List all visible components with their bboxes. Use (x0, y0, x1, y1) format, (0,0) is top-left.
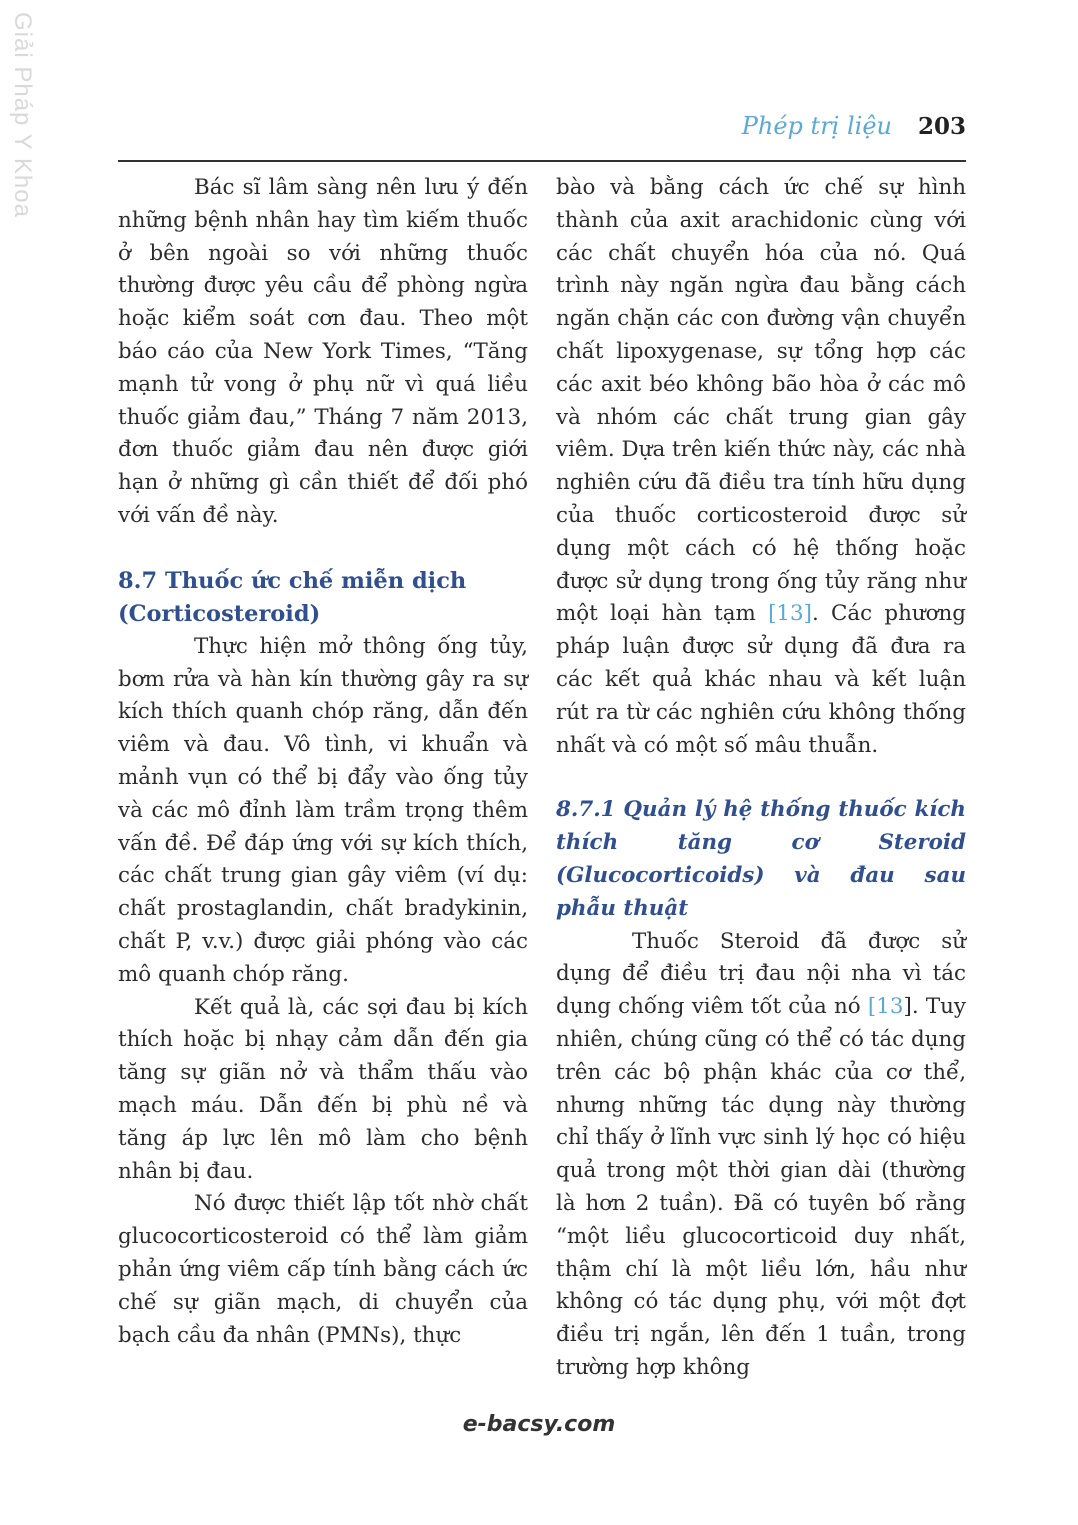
citation-link[interactable]: [13] (768, 601, 812, 627)
paragraph: Kết quả là, các sợi đau bị kích thích hoặc bị nhạy cảm dẫn đến gia tăng sự giãn nở và thẩm thấu vào mạch máu. Dẫn đến bị phù nề và tăng áp lực lên mô làm cho bệnh nhân bị đau. (118, 994, 528, 1184)
page-header (118, 112, 966, 152)
subsection-heading: 8.7.1 Quản lý hệ thống thuốc kích thích tăng cơ Steroid (Glucocorticoids) và đau sau phẫu thuật (556, 797, 966, 921)
footer-site: e-bacsy.com (462, 1412, 616, 1437)
text-run: bào và bằng cách ức chế sự hình thành của axit arachidonic cùng với các chất chuyển hóa của nó. Quá trình này ngăn ngừa đau bằng cách ngăn chặn các con đường vận chuyển chất lipoxygenase, sự tổng hợp các các axit béo không bão hòa ở các mô và nhóm các chất trung gian gây viêm. Dựa trên kiến thức này, các nhà nghiên cứu đã điều tra tính hữu dụng của thuốc corticosteroid được sử dụng một cách có hệ thống hoặc được sử dụng trong ống tủy răng như một loại hàn tạm (556, 175, 966, 627)
paragraph: Thực hiện mở thông ống tủy, bơm rửa và hàn kín thường gây ra sự kích thích quanh chóp răng, dẫn đến viêm và đau. Vô tình, vi khuẩn và mảnh vụn có thể bị đẩy vào ống tủy và các mô đỉnh làm trầm trọng thêm vấn đề. Để đáp ứng với sự kích thích, các chất trung gian gây viêm (ví dụ: chất prostaglandin, chất bradykinin, chất P, v.v.) được giải phóng vào các mô quanh chóp răng. (118, 633, 528, 987)
right-column (556, 172, 966, 1385)
header-rule (118, 160, 966, 162)
paragraph (556, 172, 966, 762)
chapter-title: Phép trị liệu (741, 112, 892, 140)
left-column (118, 172, 528, 1352)
text-run: ]. Tuy nhiên, chúng cũng có thể có tác dụng trên các bộ phận khác của cơ thể, nhưng những tác dụng này thường chỉ thấy ở lĩnh vực sinh lý học có hiệu quả trong một thời gian dài (thường là hơn 2 tuần). Đã có tuyên bố rằng “một liều glucocorticoid duy nhất, thậm chí là một liều lớn, hầu như không có tác dụng phụ, với một đợt điều trị ngắn, lên đến 1 tuần, trong trường hợp không (556, 994, 966, 1380)
text-run: Thuốc Steroid đã được sử dụng để điều trị đau nội nha vì tác dụng chống viêm tốt của nó (556, 928, 966, 1020)
page-number: 203 (917, 113, 966, 140)
text-run: . Các phương pháp luận được sử dụng đã đưa ra các kết quả khác nhau và kết luận rút ra từ các nghiên cứu không thống nhất và có một số mâu thuẫn. (556, 601, 966, 758)
side-watermark: Giải Pháp Y Khoa (9, 12, 36, 218)
section-heading: 8.7 Thuốc ức chế miễn dịch (Corticosteroid) (118, 567, 467, 627)
paragraph (556, 926, 966, 1385)
citation-link[interactable]: [13 (867, 994, 904, 1020)
paragraph: Bác sĩ lâm sàng nên lưu ý đến những bệnh nhân hay tìm kiếm thuốc ở bên ngoài so với những thuốc thường được yêu cầu để phòng ngừa hoặc kiểm soát cơn đau. Theo một báo cáo của New York Times, “Tăng mạnh tử vong ở phụ nữ vì quá liều thuốc giảm đau,” Tháng 7 năm 2013, đơn thuốc giảm đau nên được giới hạn ở những gì cần thiết để đối phó với vấn đề này. (118, 175, 528, 528)
paragraph: Nó được thiết lập tốt nhờ chất glucocorticosteroid có thể làm giảm phản ứng viêm cấp tính bằng cách ức chế sự giãn mạch, di chuyển của bạch cầu đa nhân (PMNs), thực (118, 1191, 528, 1348)
